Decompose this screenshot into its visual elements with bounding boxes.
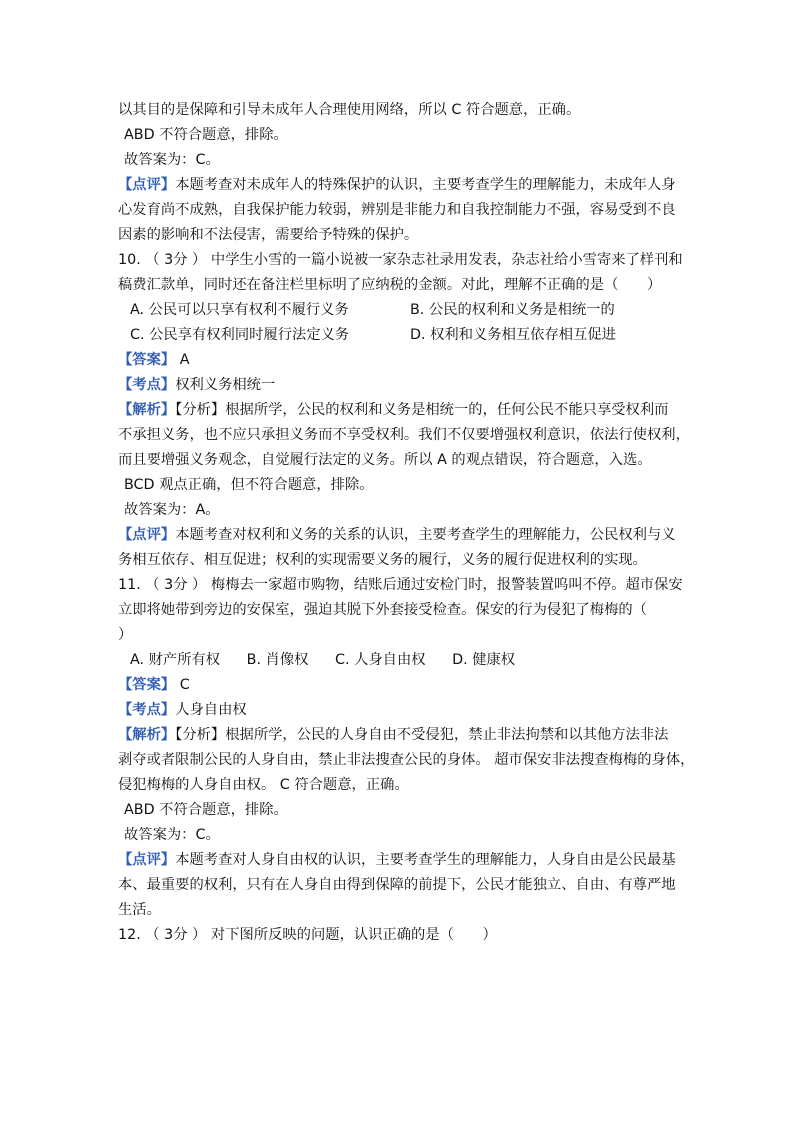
text-line: 而且要增强义务观念，自觉履行法定的义务。所以 A 的观点错误，符合题意，入选。 xyxy=(118,452,652,468)
text-line: 生活。 xyxy=(118,902,161,918)
point-line xyxy=(118,698,688,723)
point-tag: 【考点】 xyxy=(118,702,176,718)
text-line: 不承担义务，也不应只承担义务而不享受权利。我们不仅要增强权利意识，依法行使权利， xyxy=(118,427,690,443)
point-line xyxy=(118,373,688,398)
text-line: BCD 观点正确，但不符合题意，排除。 xyxy=(124,477,374,493)
analysis-tag: 【解析】 xyxy=(118,402,176,418)
answer-line xyxy=(118,348,688,373)
analysis-line xyxy=(118,723,688,748)
option-row xyxy=(118,323,688,348)
analysis-tag: 【解析】 xyxy=(118,727,176,743)
point-tag: 【考点】 xyxy=(118,377,176,393)
text-line: 侵犯梅梅的人身自由权。 C 符合题意，正确。 xyxy=(118,777,409,793)
comment-tag: 【点评】 xyxy=(118,177,176,193)
answer-tag: 【答案】 xyxy=(118,352,176,368)
text-line: 务相互依存、相互促进；权利的实现需要义务的履行，义务的履行促进权利的实现。 xyxy=(118,552,647,568)
comment-tag: 【点评】 xyxy=(118,852,176,868)
option-d: D. 健康权 xyxy=(452,652,516,668)
question-stem: 11. （ 3分 ） 梅梅去一家超市购物，结账后通过安检门时，报警装置呜叫不停。超市保安 xyxy=(118,577,683,593)
analysis-line xyxy=(118,398,688,423)
option-row xyxy=(118,648,688,673)
answer-tag: 【答案】 xyxy=(118,677,176,693)
question-stem: 稿费汇款单，同时还在备注栏里标明了应纳税的金额。对此，理解不正确的是（ ） xyxy=(118,277,662,293)
option-c: C. 公民享有权利同时履行法定义务 xyxy=(130,327,350,343)
option-d: D. 权利和义务相互依存相互促进 xyxy=(410,327,616,343)
text-line: 心发育尚不成熟，自我保护能力较弱，辨别是非能力和自我控制能力不强，容易受到不良 xyxy=(118,202,676,218)
answer-line xyxy=(118,673,688,698)
comment-line xyxy=(118,173,688,198)
comment-text: 本题考查对人身自由权的认识，主要考查学生的理解能力，人身自由是公民最基 xyxy=(175,852,676,868)
question-stem: 10. （ 3分 ） 中学生小雪的一篇小说被一家杂志社录用发表，杂志社给小雪寄来了样刊和 xyxy=(118,252,683,268)
document-page xyxy=(118,98,695,948)
text-line: ABD 不符合题意，排除。 xyxy=(124,802,288,818)
comment-text: 本题考查对未成年人的特殊保护的认识，主要考查学生的理解能力，未成年人身 xyxy=(175,177,676,193)
comment-line xyxy=(118,848,688,873)
question-stem: ） xyxy=(118,627,133,643)
text-line: 剥夺或者限制公民的人身自由，禁止非法搜查公民的身体。 超市保安非法搜查梅梅的身体， xyxy=(118,752,695,768)
text-line: 因素的影响和不法侵害，需要给予特殊的保护。 xyxy=(118,227,419,243)
option-a: A. 财产所有权 xyxy=(130,652,221,668)
point-text: 人身自由权 xyxy=(175,702,247,718)
text-line: 故答案为：C。 xyxy=(124,827,220,843)
text-line: 故答案为：A。 xyxy=(124,502,220,518)
comment-text: 本题考查对权利和义务的关系的认识，主要考查学生的理解能力，公民权利与义 xyxy=(175,527,676,543)
analysis-text: 【分析】根据所学，公民的人身自由不受侵犯，禁止非法拘禁和以其他方法非法 xyxy=(175,727,669,743)
option-b: B. 公民的权利和义务是相统一的 xyxy=(410,302,615,318)
answer-value: A xyxy=(175,352,190,368)
text-line: 以其目的是保障和引导未成年人合理使用网络，所以 C 符合题意，正确。 xyxy=(118,102,581,118)
option-c: C. 人身自由权 xyxy=(335,652,426,668)
comment-tag: 【点评】 xyxy=(118,527,176,543)
question-stem: 立即将她带到旁边的安保室，强迫其脱下外套接受检查。保安的行为侵犯了梅梅的（ xyxy=(118,602,647,618)
option-row xyxy=(118,298,688,323)
question-stem: 12. （ 3分 ） 对下图所反映的问题，认识正确的是（ ） xyxy=(118,927,497,943)
option-b: B. 肖像权 xyxy=(246,652,309,668)
comment-line xyxy=(118,523,688,548)
answer-value: C xyxy=(175,677,190,693)
point-text: 权利义务相统一 xyxy=(175,377,276,393)
analysis-text: 【分析】根据所学，公民的权利和义务是相统一的，任何公民不能只享受权利而 xyxy=(175,402,669,418)
text-line: 本、最重要的权利，只有在人身自由得到保障的前提下，公民才能独立、自由、有尊严地 xyxy=(118,877,676,893)
text-line: 故答案为：C。 xyxy=(124,152,220,168)
text-line: ABD 不符合题意，排除。 xyxy=(124,127,288,143)
option-a: A. 公民可以只享有权利不履行义务 xyxy=(130,302,349,318)
